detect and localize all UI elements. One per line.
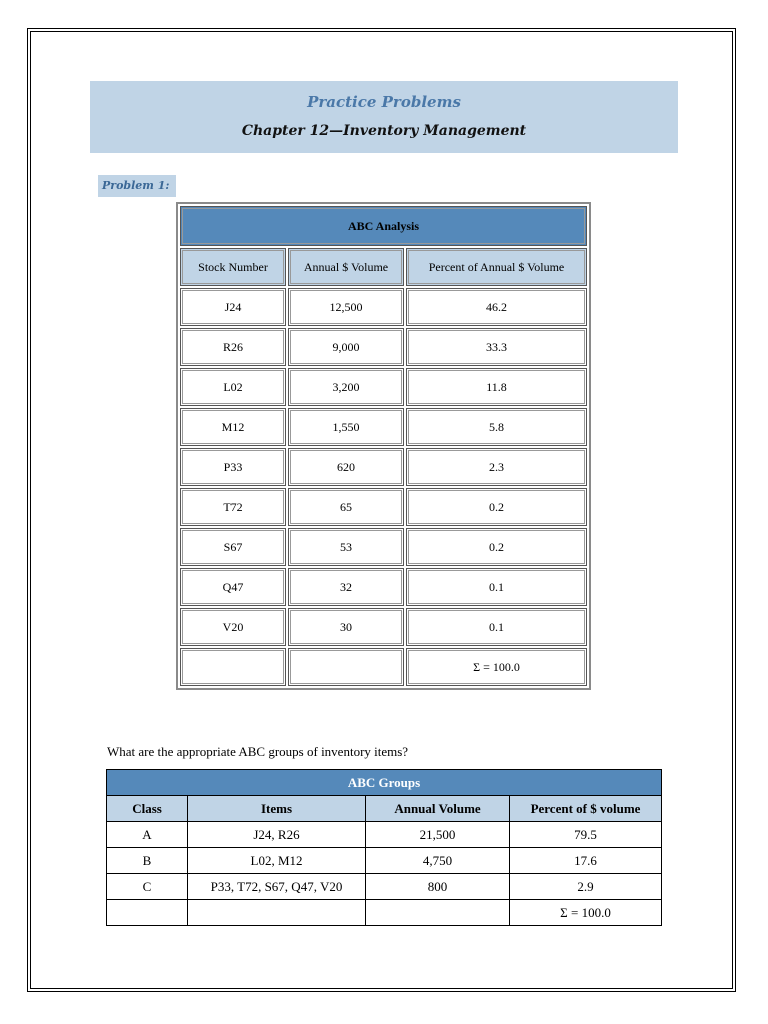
table-cell: J24 bbox=[180, 288, 286, 326]
table-row bbox=[107, 848, 662, 874]
table-row bbox=[107, 874, 662, 900]
table-cell: R26 bbox=[180, 328, 286, 366]
table-cell bbox=[107, 900, 188, 926]
table-cell bbox=[180, 648, 286, 686]
table-row bbox=[180, 408, 587, 446]
column-header-annual-volume: Annual Volume bbox=[366, 796, 510, 822]
table-cell: 2.3 bbox=[406, 448, 587, 486]
page-title: Practice Problems bbox=[307, 93, 461, 111]
table-row bbox=[180, 368, 587, 406]
table-cell: 0.1 bbox=[406, 568, 587, 606]
table-cell: J24, R26 bbox=[188, 822, 366, 848]
column-header-stock-number: Stock Number bbox=[180, 248, 286, 286]
header-band bbox=[90, 81, 678, 153]
table-cell: 0.2 bbox=[406, 488, 587, 526]
table-row bbox=[180, 648, 587, 686]
table-row bbox=[180, 568, 587, 606]
column-header-items: Items bbox=[188, 796, 366, 822]
table-cell: M12 bbox=[180, 408, 286, 446]
abc-analysis-caption: ABC Analysis bbox=[180, 206, 587, 246]
problem-label: Problem 1: bbox=[98, 175, 176, 197]
table-row bbox=[180, 488, 587, 526]
table-cell: 53 bbox=[288, 528, 404, 566]
table-cell: S67 bbox=[180, 528, 286, 566]
table-cell: L02, M12 bbox=[188, 848, 366, 874]
table-cell: 33.3 bbox=[406, 328, 587, 366]
table-cell: 1,550 bbox=[288, 408, 404, 446]
column-header-percent-dollar-volume: Percent of $ volume bbox=[510, 796, 662, 822]
table-cell: 17.6 bbox=[510, 848, 662, 874]
column-header-annual-volume: Annual $ Volume bbox=[288, 248, 404, 286]
table-cell: T72 bbox=[180, 488, 286, 526]
abc-analysis-table bbox=[176, 202, 591, 690]
table-row bbox=[180, 608, 587, 646]
table-cell: 46.2 bbox=[406, 288, 587, 326]
column-header-class: Class bbox=[107, 796, 188, 822]
table-cell: C bbox=[107, 874, 188, 900]
table-cell: 21,500 bbox=[366, 822, 510, 848]
table-cell: 0.2 bbox=[406, 528, 587, 566]
table-cell: P33, T72, S67, Q47, V20 bbox=[188, 874, 366, 900]
table-cell: Σ = 100.0 bbox=[510, 900, 662, 926]
table-cell: A bbox=[107, 822, 188, 848]
table-cell: 5.8 bbox=[406, 408, 587, 446]
table-row bbox=[180, 448, 587, 486]
table-cell: 2.9 bbox=[510, 874, 662, 900]
table-cell: 30 bbox=[288, 608, 404, 646]
table-cell: 3,200 bbox=[288, 368, 404, 406]
table-row bbox=[180, 288, 587, 326]
table-cell: 4,750 bbox=[366, 848, 510, 874]
table-cell: 0.1 bbox=[406, 608, 587, 646]
table-row bbox=[107, 822, 662, 848]
table-cell: 11.8 bbox=[406, 368, 587, 406]
table-cell: L02 bbox=[180, 368, 286, 406]
question-text: What are the appropriate ABC groups of inventory items? bbox=[107, 744, 409, 759]
table-cell: 800 bbox=[366, 874, 510, 900]
table-cell: Q47 bbox=[180, 568, 286, 606]
table-row bbox=[107, 900, 662, 926]
table-cell bbox=[188, 900, 366, 926]
table-row bbox=[180, 528, 587, 566]
table-cell: B bbox=[107, 848, 188, 874]
table-cell: 620 bbox=[288, 448, 404, 486]
column-header-percent-volume: Percent of Annual $ Volume bbox=[406, 248, 587, 286]
table-cell: Σ = 100.0 bbox=[406, 648, 587, 686]
table-cell bbox=[288, 648, 404, 686]
table-cell: 79.5 bbox=[510, 822, 662, 848]
table-cell bbox=[366, 900, 510, 926]
abc-groups-caption: ABC Groups bbox=[107, 770, 662, 796]
table-row bbox=[180, 328, 587, 366]
table-cell: V20 bbox=[180, 608, 286, 646]
abc-groups-table bbox=[106, 769, 662, 926]
table-cell: 65 bbox=[288, 488, 404, 526]
table-cell: 32 bbox=[288, 568, 404, 606]
table-cell: 9,000 bbox=[288, 328, 404, 366]
table-cell: P33 bbox=[180, 448, 286, 486]
chapter-subtitle: Chapter 12—Inventory Management bbox=[241, 123, 527, 139]
table-cell: 12,500 bbox=[288, 288, 404, 326]
